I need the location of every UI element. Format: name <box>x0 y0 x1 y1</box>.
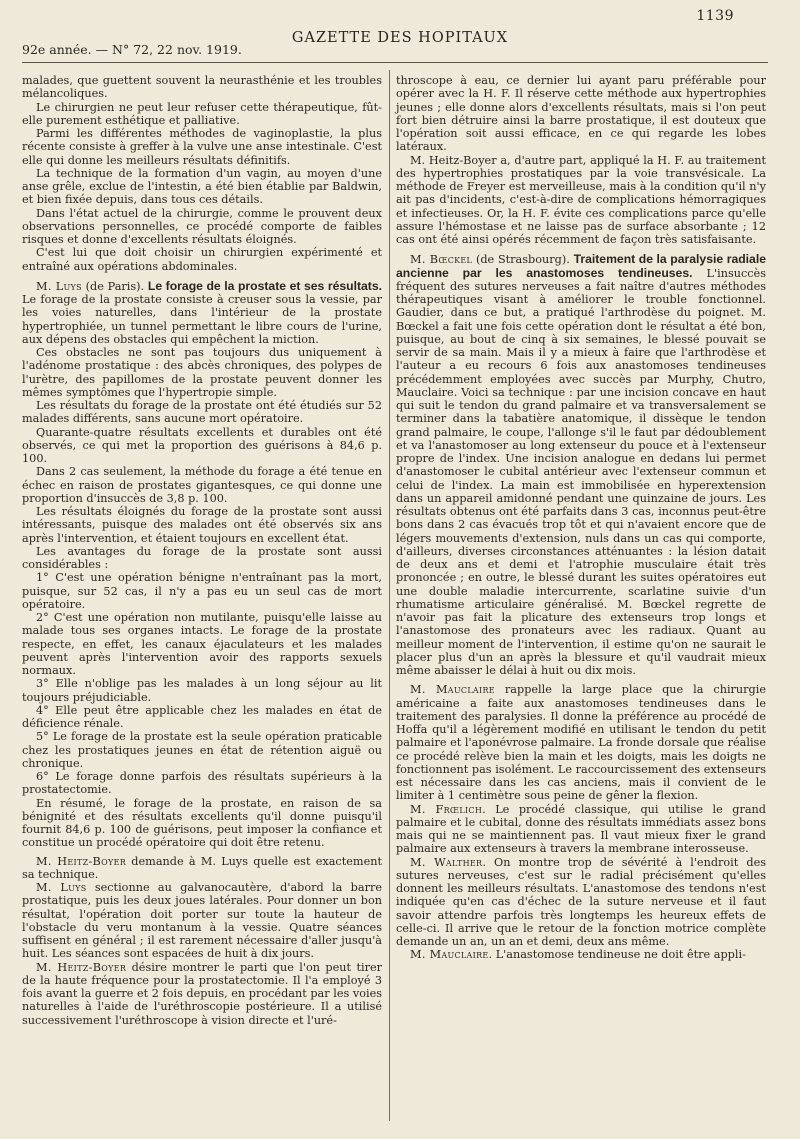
column-divider <box>389 70 390 1121</box>
author-place: (de Strasbourg). <box>475 253 570 267</box>
list-item: 1° C'est une opération bénigne n'entraînant pas la mort, puisque, sur 52 cas, il n'y a pas eu un seul cas de mort opératoire. <box>22 571 382 611</box>
left-column <box>22 74 382 1027</box>
paragraph: Le chirurgien ne peut leur refuser cette thérapeutique, fût-elle purement esthétique et palliative. <box>22 100 382 127</box>
speaker-name: M. Mauclaire <box>410 683 495 697</box>
speaker-text: On montre trop de sévérité à l'endroit des sutures nerveuses, c'est sur le radial précisément qu'elles donnent les meilleurs résultats. L'anastomose des tendons n'est indiquée qu'en cas d'échec de la suture nerveuse et il faut savoir attendre parfois très longtemps les heureux effets de celle-ci. Il arrive que le retour de la fonction motrice complète demande un an, un an et demi, deux ans même. <box>396 855 766 948</box>
communication-title: Le forage de la prostate et ses résultats. <box>147 278 383 293</box>
paragraph: En résumé, le forage de la prostate, en raison de sa bénignité et des résultats excellents qu'il donne puisqu'il fournit 84,6 p. 100 de guérisons, peut imposer la confiance et constitue un procédé opératoire qui doit être retenu. <box>22 796 382 850</box>
speaker-text: demande à M. Luys quelle est exactement sa technique. <box>22 854 382 881</box>
paragraph: C'est lui que doit choisir un chirurgien expérimenté et entraîné aux opérations abdominales. <box>22 246 382 273</box>
speaker-name: M. Heitz-Boyer <box>36 960 127 974</box>
paragraph: malades, que guettent souvent la neurasthénie et les troubles mélancoliques. <box>22 74 382 101</box>
discussion-item <box>22 881 382 961</box>
paragraph: Parmi les différentes méthodes de vaginoplastie, la plus récente consiste à greffer à la vulve une anse intestinale. C'est elle qui donne les meilleurs résultats définitifs. <box>22 127 382 167</box>
issue-line: 92e année. — N° 72, 22 nov. 1919. <box>22 42 242 57</box>
speaker-text: désire montrer le parti que l'on peut tirer de la haute fréquence pour la prostatectomie. Il l'a employé 3 fois avant la guerre et 2 fois depuis, en procédant par les voies naturelles à l'aide de l'uréthroscopie postérieure. Il a utilisé successivement l'uréthroscope à vision directe et l'uré- <box>22 960 382 1027</box>
speaker-text: rappelle la large place que la chirurgie américaine a faite aux anastomoses tendineuses dans le traitement des paralysies. Il donne la préférence au procédé de Hoffa qu'il a légèrement modifié en utilisant le tendon du petit palmaire et l'aponévrose palmaire. La fronde dorsale que réalise ce procédé relève bien la main et les doigts, mais les doigts ne fonctionnent pas isolément. Le raccourcissement des extenseurs est nécessaire dans les cas anciens, mais il convient de le limiter à 1 centimètre sous peine de gêner la flexion. <box>396 683 767 803</box>
speaker-name: M. Luys <box>36 881 87 894</box>
speaker-name: M. Mauclaire <box>410 948 489 962</box>
luys-communication <box>22 280 382 346</box>
communication-text: Le forage de la prostate consiste à creuser sous la vessie, par les voies naturelles, dans l'intérieur de la prostate hypertrophiée, un tunnel permettant le libre cours de l'urine, aux dépens des obstacles qui empêchent la miction. <box>22 293 382 346</box>
paragraph: throscope à eau, ce dernier lui ayant paru préférable pour opérer avec la H. F. Il réserve cette méthode aux hypertrophies jeunes ; elle donne alors d'excellents résultats, mais si l'on peut fort bien détruire ainsi la barre prostatique, il est douteux que l'opération soit aussi efficace, en ce qui regarde les lobes latéraux. <box>396 74 766 154</box>
list-item: 2° C'est une opération non mutilante, puisqu'elle laisse au malade tous ses organes intacts. Le forage de la prostate respecte, en effet, les canaux éjaculateurs et les malades peuvent après l'intervention avoir des rapports sexuels normaux. <box>22 611 382 677</box>
discussion-item <box>22 855 382 882</box>
paragraph: Dans l'état actuel de la chirurgie, comme le prouvent deux observations personnelles, ce procédé comporte de faibles risques et donne d'excellents résultats éloignés. <box>22 206 382 246</box>
author-place: (de Paris). <box>85 279 145 293</box>
paragraph: Ces obstacles ne sont pas toujours dus uniquement à l'adénome prostatique : des abcès chroniques, des polypes de l'urètre, des papillomes de la prostate peuvent donner les mêmes symptômes que l'hypertropie simple. <box>22 346 382 399</box>
paragraph: Les résultats éloignés du forage de la prostate sont aussi intéressants, puisque des malades ont été observés six ans après l'intervention, et étaient toujours en excellent état. <box>22 505 382 545</box>
list-item: 6° Le forage donne parfois des résultats supérieurs à la prostatectomie. <box>22 770 382 797</box>
right-column <box>396 74 766 962</box>
discussion-item <box>396 683 766 802</box>
author-name: M. Bœckel <box>410 253 473 267</box>
boeckel-communication <box>396 253 766 677</box>
paragraph: La technique de la formation d'un vagin, au moyen d'une anse grêle, exclue de l'intestin, a été bien établie par Baldwin, et bien fixée depuis, dans tous ces détails. <box>22 166 382 207</box>
speaker-text: Le procédé classique, qui utilise le grand palmaire et le cubital, donne des résultats immédiats assez bons mais qui ne se maintiennent pas. Il vaut mieux fixer le grand palmaire aux extenseurs à travers la membrane interosseuse. <box>396 802 767 856</box>
speaker-name: M. Walther <box>410 855 483 869</box>
speaker-text: L'anastomose tendineuse ne doit être appli- <box>495 948 746 962</box>
speaker-text: sectionne au galvanocautère, d'abord la barre prostatique, puis les deux joues latérales. Pour donner un bon résultat, l'opération doit porter sur toute la hauteur de l'obstacle du veru montanum à la vessie. Quatre séances suffisent en général ; il est rarement nécessaire d'aller jusqu'à huit. Les séances sont espacées de huit à dix jours. <box>22 881 382 961</box>
paragraph: Quarante-quatre résultats excellents et durables ont été observés, ce qui met la proportion des guérisons à 84,6 p. 100. <box>22 425 382 465</box>
page-number: 1139 <box>696 8 734 24</box>
header-rule <box>22 62 768 63</box>
speaker-name: M. Heitz-Boyer <box>36 854 127 868</box>
discussion-item <box>22 961 382 1027</box>
paragraph: Les avantages du forage de la prostate sont aussi considérables : <box>22 544 382 571</box>
list-item: 3° Elle n'oblige pas les malades à un long séjour au lit toujours préjudiciable. <box>22 677 382 704</box>
journal-title: GAZETTE DES HOPITAUX <box>291 30 509 46</box>
discussion-item: M. Mauclaire. L'anastomose tendineuse ne doit être appli- <box>410 948 746 962</box>
communication-title: Traitement de la paralysie radiale ancienne par les anastomoses tendineuses. <box>396 252 766 280</box>
discussion-item: M. Frœlich. Le procédé classique, qui utilise le grand palmaire et le cubital, donne des résultats immédiats assez bons mais qui ne se maintiennent pas. Il vaut mieux fixer le grand palmaire aux extenseurs à travers la membrane interosseuse. <box>396 802 767 856</box>
paragraph: Dans 2 cas seulement, la méthode du forage a été tenue en échec en raison de prostates gigantesques, ce qui donne une proportion d'insuccès de 3,8 p. 100. <box>22 465 382 505</box>
speaker-name: M. Frœlich <box>410 802 483 816</box>
communication-text: L'insuccès fréquent des sutures nerveuses a fait naître d'autres méthodes thérapeutiques visant à améliorer le trouble fonctionnel. Gaudier, dans ce but, a pratiqué l'arthrodèse du poignet. M. Bœckel a fait une fois cette opération dont le résultat a été bon, puisque, au bout de cinq à six semaines, le blessé pouvait se servir de sa main. Mais il y a mieux à faire que l'arthrodèse et l'auteur a eu recours 6 fois aux anastomoses tendineuses précédemment employées avec succès par Murphy, Chutro, Mauclaire. Voici sa technique : par une incision concave en haut qui suit le tendon du grand palmaire et va transversalement se terminer dans la tabatière anatomique, il dissèque le tendon grand palmaire, le coupe, l'allonge s'il le faut par dédoublement et va l'anastomoser au long extenseur du pouce et à l'extenseur propre de l'index. Une incision analogue en dedans lui permet d'anastomoser le cubital antérieur avec l'extenseur commun et celui de l'index. La main est immobilisée en hyperextension dans un appareil amidonné pendant une quinzaine de jours. Les résultats obtenus ont été parfaits dans 3 cas, inconnus peut-être bons dans 2 cas évacués trop tôt et qui n'avaient encore que de légers mouvements d'extension, nuls dans un cas qui comporte, d'ailleurs, diverses circonstances atténuantes : la lésion datait de deux ans et demi et l'atrophie musculaire était très prononcée ; en outre, le blessé durant les suites opératoires eut une double maladie intercurrente, scarlatine suivie d'un rhumatisme articulaire généralisé. M. Bœckel regrette de n'avoir pas fait la plicature des extenseurs trop longs et l'anastomose des pronateurs avec les radiaux. Quant au meilleur moment de l'intervention, il estime qu'on ne saurait le placer plus d'un an après la blessure et qu'il vaudrait mieux même abaisser le délai à huit ou dix mois. <box>396 266 766 677</box>
paragraph: M. Heitz-Boyer a, d'autre part, appliqué la H. F. au traitement des hypertrophies prostatiques par la voie transvésicale. La méthode de Freyer est merveilleuse, mais à la condition qu'il n'y ait pas d'incidents, c'est-à-dire de complications hémorragiques et infectieuses. Or, la H. F. évite ces complications parce qu'elle assure l'hémostase et ne laisse pas de surface absorbante ; 12 cas ont été ainsi opérés récemment de façon très satisfaisante. <box>396 153 766 246</box>
list-item: 4° Elle peut être applicable chez les malades en état de déficience rénale. <box>22 703 382 730</box>
author-name: M. Luys <box>36 279 82 293</box>
list-item: 5° Le forage de la prostate est la seule opération praticable chez les prostatiques jeunes en état de rétention aiguë ou chronique. <box>22 730 382 770</box>
paragraph: Les résultats du forage de la prostate ont été étudiés sur 52 malades différents, sans aucune mort opératoire. <box>22 399 382 426</box>
discussion-item: M. Walther. On montre trop de sévérité à l'endroit des sutures nerveuses, c'est sur le radial précisément qu'elles donnent les meilleurs résultats. L'anastomose des tendons n'est indiquée qu'en cas d'échec de la suture nerveuse et il faut savoir attendre parfois très longtemps les heureux effets de celle-ci. Il arrive que le retour de la fonction motrice complète demande un an, un an et demi, deux ans même. <box>396 855 766 948</box>
